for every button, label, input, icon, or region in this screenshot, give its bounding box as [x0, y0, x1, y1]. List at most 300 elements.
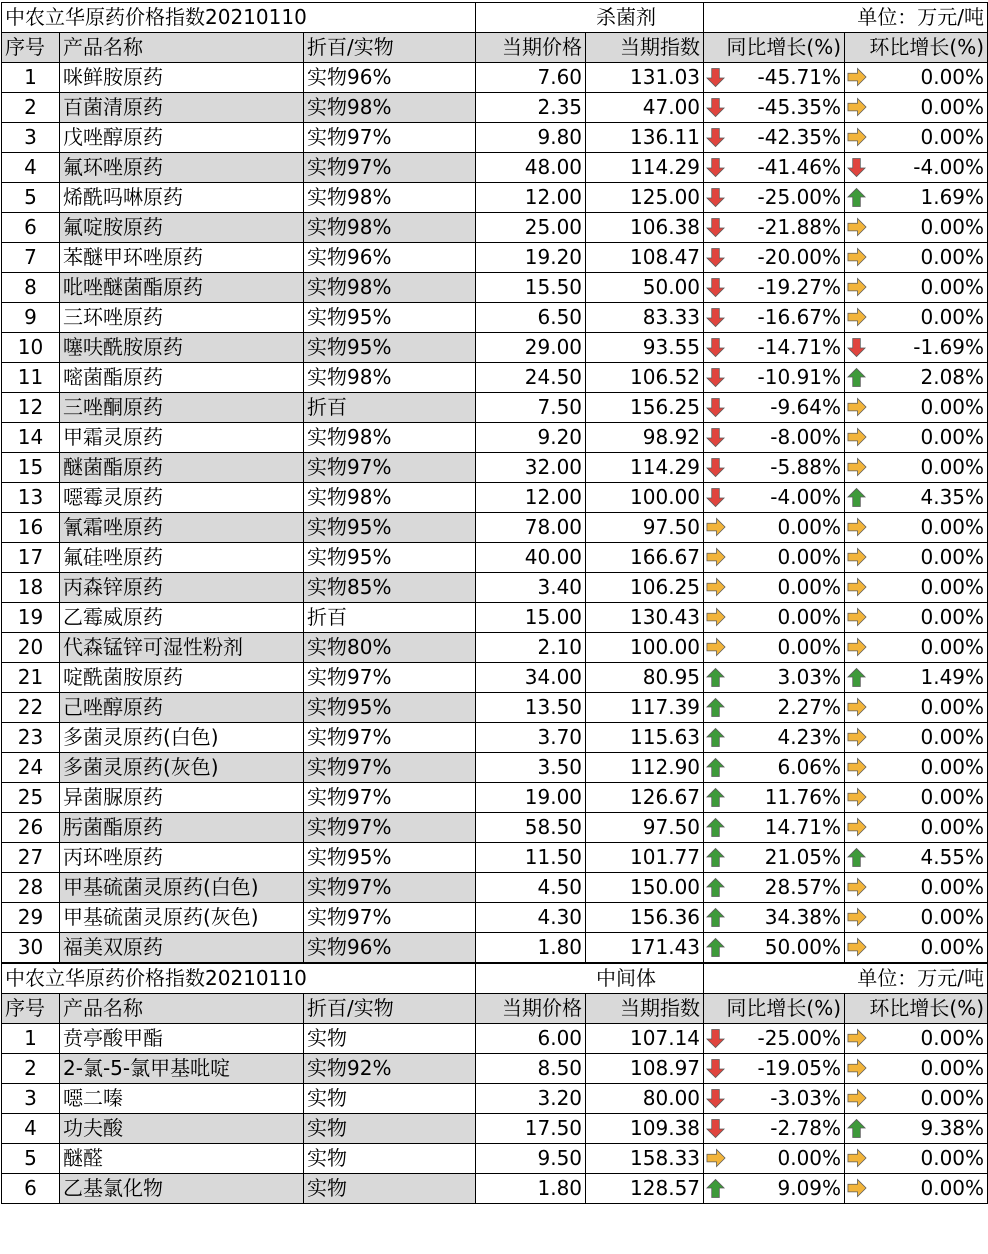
row-number: 30	[2, 933, 60, 964]
current-index: 131.03	[586, 63, 704, 93]
row-number: 6	[2, 1174, 60, 1204]
product-name: 乙基氯化物	[60, 1174, 304, 1204]
current-price: 3.70	[476, 723, 586, 753]
mom-value: 0.00%	[920, 815, 985, 839]
mom-change	[845, 903, 988, 933]
mom-value: -4.00%	[913, 155, 985, 179]
column-header: 折百/实物	[304, 994, 476, 1024]
basis: 实物97%	[304, 123, 476, 153]
table-row	[2, 1114, 988, 1144]
row-number: 12	[2, 393, 60, 423]
current-index: 100.00	[586, 633, 704, 663]
basis: 实物92%	[304, 1054, 476, 1084]
yoy-change	[704, 783, 845, 813]
current-index: 150.00	[586, 873, 704, 903]
product-name: 甲基硫菌灵原药(白色)	[60, 873, 304, 903]
table-row	[2, 363, 988, 393]
mom-value: 0.00%	[920, 875, 985, 899]
product-name: 烯酰吗啉原药	[60, 183, 304, 213]
mom-change	[845, 1084, 988, 1114]
current-price: 9.20	[476, 423, 586, 453]
product-name: 丙森锌原药	[60, 573, 304, 603]
unit-label: 单位：万元/吨	[704, 3, 988, 33]
table-row	[2, 183, 988, 213]
product-name: 氰霜唑原药	[60, 513, 304, 543]
row-number: 24	[2, 753, 60, 783]
basis: 实物95%	[304, 843, 476, 873]
table-row	[2, 393, 988, 423]
table-row	[2, 1144, 988, 1174]
product-name: 噻呋酰胺原药	[60, 333, 304, 363]
mom-change	[845, 753, 988, 783]
mom-change	[845, 603, 988, 633]
product-name: 甲基硫菌灵原药(灰色)	[60, 903, 304, 933]
row-number: 14	[2, 423, 60, 453]
yoy-change	[704, 633, 845, 663]
mom-change	[845, 843, 988, 873]
column-header: 折百/实物	[304, 33, 476, 63]
table-row	[2, 783, 988, 813]
current-price: 4.50	[476, 873, 586, 903]
yoy-value: 3.03%	[777, 665, 842, 689]
current-index: 136.11	[586, 123, 704, 153]
current-price: 1.80	[476, 1174, 586, 1204]
table-row	[2, 513, 988, 543]
row-number: 25	[2, 783, 60, 813]
column-header: 环比增长(%)	[845, 33, 988, 63]
table-row	[2, 813, 988, 843]
row-number: 2	[2, 1054, 60, 1084]
basis: 实物98%	[304, 363, 476, 393]
product-name: 多菌灵原药(白色)	[60, 723, 304, 753]
mom-change	[845, 483, 988, 513]
yoy-value: -25.00%	[757, 185, 842, 209]
yoy-value: 0.00%	[777, 515, 842, 539]
basis: 实物98%	[304, 183, 476, 213]
current-price: 3.40	[476, 573, 586, 603]
table-row	[2, 93, 988, 123]
mom-value: 1.69%	[920, 185, 985, 209]
current-price: 4.30	[476, 903, 586, 933]
table-row	[2, 903, 988, 933]
yoy-change	[704, 393, 845, 423]
current-index: 126.67	[586, 783, 704, 813]
basis: 实物	[304, 1024, 476, 1054]
current-price: 40.00	[476, 543, 586, 573]
yoy-value: 0.00%	[777, 635, 842, 659]
yoy-change	[704, 123, 845, 153]
mom-change	[845, 723, 988, 753]
table-row	[2, 1084, 988, 1114]
yoy-value: 28.57%	[764, 875, 842, 899]
yoy-value: 2.27%	[777, 695, 842, 719]
mom-change	[845, 1114, 988, 1144]
row-number: 3	[2, 1084, 60, 1114]
table-row	[2, 1174, 988, 1204]
product-name: 福美双原药	[60, 933, 304, 964]
product-name: 氟硅唑原药	[60, 543, 304, 573]
mom-change	[845, 573, 988, 603]
mom-change	[845, 1054, 988, 1084]
yoy-value: -3.03%	[770, 1086, 842, 1110]
mom-change	[845, 183, 988, 213]
mom-change	[845, 1144, 988, 1174]
yoy-change	[704, 843, 845, 873]
current-index: 115.63	[586, 723, 704, 753]
mom-change	[845, 1024, 988, 1054]
product-name: 三唑酮原药	[60, 393, 304, 423]
mom-value: 0.00%	[920, 1086, 985, 1110]
current-index: 50.00	[586, 273, 704, 303]
row-number: 17	[2, 543, 60, 573]
mom-change	[845, 363, 988, 393]
price-index-table	[1, 2, 988, 1204]
yoy-value: 0.00%	[777, 605, 842, 629]
current-index: 100.00	[586, 483, 704, 513]
row-number: 26	[2, 813, 60, 843]
yoy-value: -2.78%	[770, 1116, 842, 1140]
table-header-row	[2, 33, 988, 63]
mom-change	[845, 213, 988, 243]
current-index: 106.25	[586, 573, 704, 603]
yoy-change	[704, 723, 845, 753]
column-header: 环比增长(%)	[845, 994, 988, 1024]
row-number: 2	[2, 93, 60, 123]
current-price: 13.50	[476, 693, 586, 723]
product-name: 三环唑原药	[60, 303, 304, 333]
yoy-change	[704, 813, 845, 843]
row-number: 4	[2, 1114, 60, 1144]
section-title-row	[2, 3, 988, 33]
basis: 实物97%	[304, 153, 476, 183]
product-name: 嘧菌酯原药	[60, 363, 304, 393]
row-number: 28	[2, 873, 60, 903]
row-number: 4	[2, 153, 60, 183]
current-index: 117.39	[586, 693, 704, 723]
current-price: 17.50	[476, 1114, 586, 1144]
row-number: 1	[2, 1024, 60, 1054]
yoy-value: 0.00%	[777, 575, 842, 599]
row-number: 20	[2, 633, 60, 663]
current-index: 128.57	[586, 1174, 704, 1204]
category-label: 杀菌剂	[476, 3, 704, 33]
mom-value: 0.00%	[920, 785, 985, 809]
yoy-change	[704, 1114, 845, 1144]
row-number: 5	[2, 1144, 60, 1174]
current-index: 130.43	[586, 603, 704, 633]
basis: 实物	[304, 1114, 476, 1144]
mom-value: 0.00%	[920, 755, 985, 779]
table-row	[2, 303, 988, 333]
mom-value: 0.00%	[920, 305, 985, 329]
mom-value: 0.00%	[920, 515, 985, 539]
yoy-value: -42.35%	[757, 125, 842, 149]
yoy-change	[704, 1144, 845, 1174]
column-header: 当期指数	[586, 33, 704, 63]
yoy-change	[704, 63, 845, 93]
table-row	[2, 933, 988, 964]
current-price: 9.50	[476, 1144, 586, 1174]
product-name: 功夫酸	[60, 1114, 304, 1144]
yoy-change	[704, 1174, 845, 1204]
current-price: 15.00	[476, 603, 586, 633]
current-price: 2.35	[476, 93, 586, 123]
mom-change	[845, 393, 988, 423]
mom-value: -1.69%	[913, 335, 985, 359]
product-name: 咪鲜胺原药	[60, 63, 304, 93]
mom-value: 0.00%	[920, 1026, 985, 1050]
column-header: 当期价格	[476, 33, 586, 63]
product-name: 多菌灵原药(灰色)	[60, 753, 304, 783]
mom-value: 0.00%	[920, 245, 985, 269]
mom-change	[845, 243, 988, 273]
current-price: 3.20	[476, 1084, 586, 1114]
basis: 实物97%	[304, 813, 476, 843]
current-index: 106.52	[586, 363, 704, 393]
mom-value: 0.00%	[920, 725, 985, 749]
yoy-value: -8.00%	[770, 425, 842, 449]
row-number: 10	[2, 333, 60, 363]
table-row	[2, 573, 988, 603]
mom-value: 9.38%	[920, 1116, 985, 1140]
basis: 实物97%	[304, 753, 476, 783]
mom-change	[845, 1174, 988, 1204]
yoy-change	[704, 483, 845, 513]
sheet-title: 中农立华原药价格指数20210110	[2, 3, 476, 33]
product-name: 肟菌酯原药	[60, 813, 304, 843]
product-name: 氟啶胺原药	[60, 213, 304, 243]
current-index: 158.33	[586, 1144, 704, 1174]
yoy-change	[704, 903, 845, 933]
mom-value: 0.00%	[920, 125, 985, 149]
current-price: 19.20	[476, 243, 586, 273]
table-row	[2, 123, 988, 153]
row-number: 29	[2, 903, 60, 933]
mom-change	[845, 783, 988, 813]
row-number: 19	[2, 603, 60, 633]
product-name: 代森锰锌可湿性粉剂	[60, 633, 304, 663]
row-number: 9	[2, 303, 60, 333]
yoy-value: 6.06%	[777, 755, 842, 779]
column-header: 同比增长(%)	[704, 33, 845, 63]
basis: 实物97%	[304, 873, 476, 903]
product-name: 噁二嗪	[60, 1084, 304, 1114]
product-name: 己唑醇原药	[60, 693, 304, 723]
current-index: 107.14	[586, 1024, 704, 1054]
basis: 实物96%	[304, 933, 476, 964]
yoy-change	[704, 873, 845, 903]
table-row	[2, 213, 988, 243]
current-price: 8.50	[476, 1054, 586, 1084]
mom-value: 0.00%	[920, 935, 985, 959]
column-header: 序号	[2, 33, 60, 63]
basis: 实物85%	[304, 573, 476, 603]
basis: 实物98%	[304, 273, 476, 303]
row-number: 15	[2, 453, 60, 483]
mom-change	[845, 813, 988, 843]
unit-label: 单位：万元/吨	[704, 963, 988, 994]
mom-change	[845, 453, 988, 483]
mom-value: 0.00%	[920, 395, 985, 419]
mom-value: 0.00%	[920, 1176, 985, 1200]
current-index: 125.00	[586, 183, 704, 213]
mom-change	[845, 933, 988, 964]
mom-change	[845, 693, 988, 723]
current-price: 15.50	[476, 273, 586, 303]
yoy-value: 0.00%	[777, 1146, 842, 1170]
table-header-row	[2, 994, 988, 1024]
mom-change	[845, 543, 988, 573]
basis: 实物98%	[304, 423, 476, 453]
mom-value: 0.00%	[920, 575, 985, 599]
current-price: 1.80	[476, 933, 586, 964]
current-index: 47.00	[586, 93, 704, 123]
basis: 实物97%	[304, 903, 476, 933]
mom-change	[845, 63, 988, 93]
row-number: 13	[2, 483, 60, 513]
yoy-value: 34.38%	[764, 905, 842, 929]
current-price: 3.50	[476, 753, 586, 783]
current-index: 156.25	[586, 393, 704, 423]
row-number: 21	[2, 663, 60, 693]
yoy-value: 14.71%	[764, 815, 842, 839]
current-index: 112.90	[586, 753, 704, 783]
mom-value: 4.55%	[920, 845, 985, 869]
yoy-value: -45.71%	[757, 65, 842, 89]
yoy-value: -20.00%	[757, 245, 842, 269]
yoy-change	[704, 153, 845, 183]
product-name: 苯醚甲环唑原药	[60, 243, 304, 273]
basis: 实物98%	[304, 483, 476, 513]
mom-value: 1.49%	[920, 665, 985, 689]
table-row	[2, 153, 988, 183]
table-row	[2, 1054, 988, 1084]
row-number: 3	[2, 123, 60, 153]
current-index: 80.00	[586, 1084, 704, 1114]
table-row	[2, 663, 988, 693]
current-price: 24.50	[476, 363, 586, 393]
mom-value: 0.00%	[920, 905, 985, 929]
yoy-change	[704, 663, 845, 693]
yoy-change	[704, 603, 845, 633]
mom-change	[845, 423, 988, 453]
current-price: 58.50	[476, 813, 586, 843]
table-row	[2, 453, 988, 483]
current-index: 93.55	[586, 333, 704, 363]
mom-value: 0.00%	[920, 95, 985, 119]
yoy-change	[704, 453, 845, 483]
table-row	[2, 693, 988, 723]
yoy-value: 0.00%	[777, 545, 842, 569]
mom-value: 0.00%	[920, 425, 985, 449]
basis: 实物97%	[304, 723, 476, 753]
basis: 实物98%	[304, 213, 476, 243]
mom-change	[845, 333, 988, 363]
row-number: 22	[2, 693, 60, 723]
current-index: 97.50	[586, 513, 704, 543]
basis: 实物95%	[304, 693, 476, 723]
table-row	[2, 63, 988, 93]
table-row	[2, 633, 988, 663]
basis: 实物95%	[304, 333, 476, 363]
yoy-value: -14.71%	[757, 335, 842, 359]
basis: 实物97%	[304, 663, 476, 693]
mom-change	[845, 633, 988, 663]
row-number: 23	[2, 723, 60, 753]
row-number: 1	[2, 63, 60, 93]
basis: 折百	[304, 603, 476, 633]
yoy-value: -41.46%	[757, 155, 842, 179]
basis: 实物98%	[304, 93, 476, 123]
basis: 实物95%	[304, 543, 476, 573]
yoy-change	[704, 93, 845, 123]
category-label: 中间体	[476, 963, 704, 994]
yoy-value: 21.05%	[764, 845, 842, 869]
product-name: 乙霉威原药	[60, 603, 304, 633]
column-header: 当期指数	[586, 994, 704, 1024]
current-index: 109.38	[586, 1114, 704, 1144]
row-number: 11	[2, 363, 60, 393]
product-name: 2-氯-5-氯甲基吡啶	[60, 1054, 304, 1084]
basis: 实物80%	[304, 633, 476, 663]
table-row	[2, 273, 988, 303]
product-name: 噁霉灵原药	[60, 483, 304, 513]
current-index: 83.33	[586, 303, 704, 333]
mom-change	[845, 303, 988, 333]
yoy-change	[704, 1084, 845, 1114]
basis: 折百	[304, 393, 476, 423]
sheet-title: 中农立华原药价格指数20210110	[2, 963, 476, 994]
yoy-change	[704, 543, 845, 573]
yoy-change	[704, 273, 845, 303]
yoy-change	[704, 693, 845, 723]
yoy-value: -25.00%	[757, 1026, 842, 1050]
yoy-value: 9.09%	[777, 1176, 842, 1200]
product-name: 丙环唑原药	[60, 843, 304, 873]
column-header: 序号	[2, 994, 60, 1024]
basis: 实物95%	[304, 303, 476, 333]
yoy-change	[704, 333, 845, 363]
current-price: 25.00	[476, 213, 586, 243]
mom-value: 0.00%	[920, 455, 985, 479]
product-name: 异菌脲原药	[60, 783, 304, 813]
row-number: 27	[2, 843, 60, 873]
basis: 实物	[304, 1174, 476, 1204]
mom-value: 0.00%	[920, 215, 985, 239]
current-price: 34.00	[476, 663, 586, 693]
current-index: 114.29	[586, 153, 704, 183]
current-price: 78.00	[476, 513, 586, 543]
product-name: 醚菌酯原药	[60, 453, 304, 483]
mom-change	[845, 513, 988, 543]
row-number: 7	[2, 243, 60, 273]
table-row	[2, 243, 988, 273]
current-index: 106.38	[586, 213, 704, 243]
table-row	[2, 843, 988, 873]
current-price: 32.00	[476, 453, 586, 483]
basis: 实物	[304, 1084, 476, 1114]
yoy-value: -19.27%	[757, 275, 842, 299]
row-number: 5	[2, 183, 60, 213]
yoy-value: -19.05%	[757, 1056, 842, 1080]
basis: 实物96%	[304, 243, 476, 273]
current-index: 108.47	[586, 243, 704, 273]
mom-value: 2.08%	[920, 365, 985, 389]
yoy-value: 4.23%	[777, 725, 842, 749]
current-index: 80.95	[586, 663, 704, 693]
mom-value: 0.00%	[920, 605, 985, 629]
yoy-change	[704, 753, 845, 783]
